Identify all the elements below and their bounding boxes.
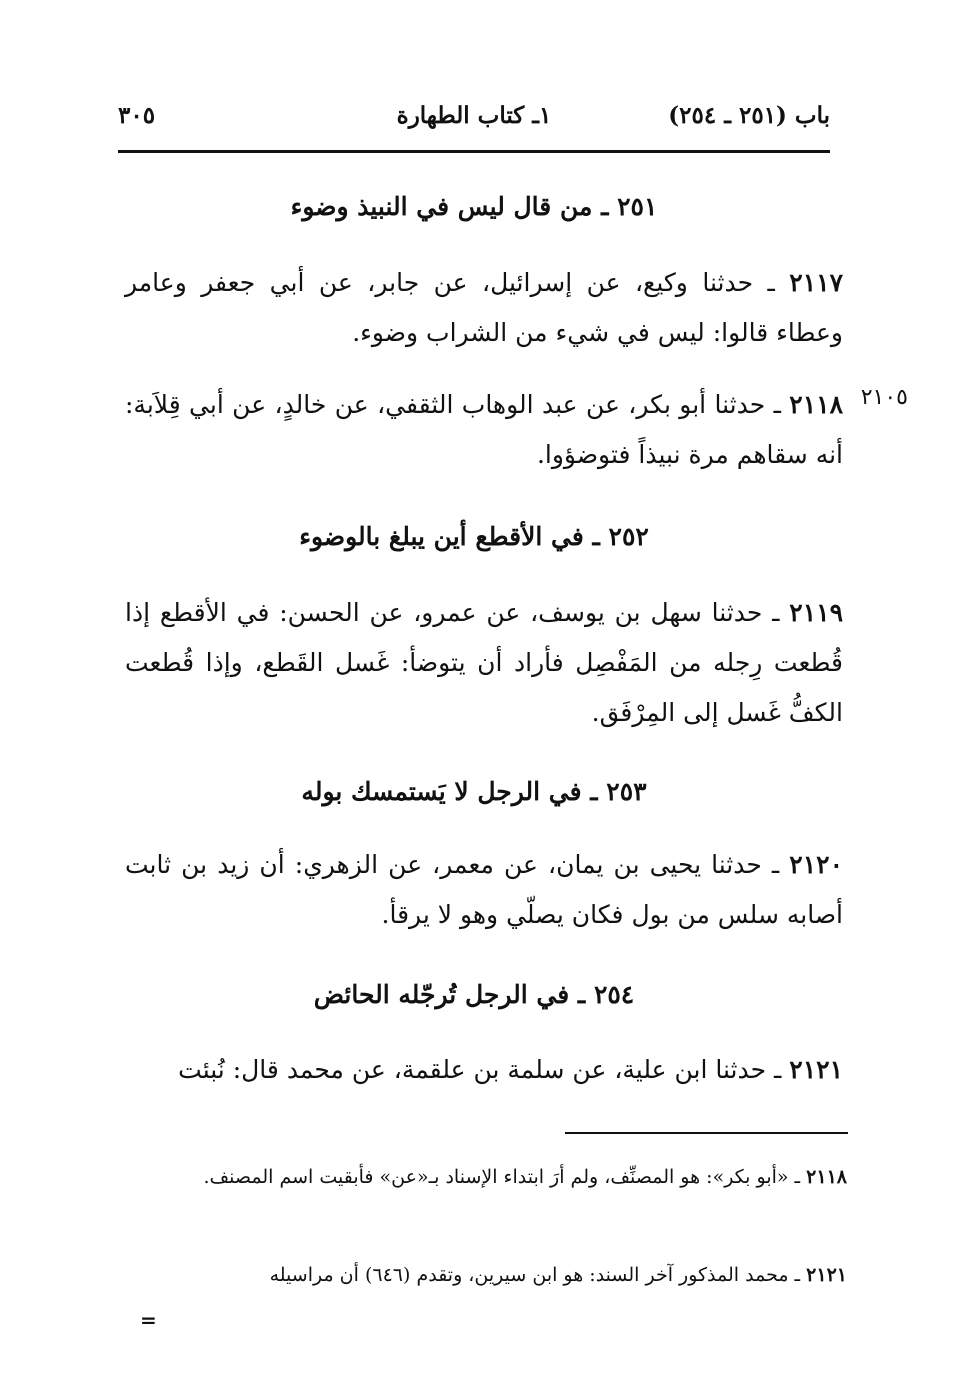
footnote-text: ـ «أبو بكر»: هو المصنِّف، ولم أرَ ابتداء الإسناد بـ«عن» فأبقيت اسم المصنف. [203, 1166, 807, 1188]
hadith-text: ـ حدثنا سهل بن يوسف، عن عمرو، عن الحسن: في الأقطع إذا قُطعت رِجله من المَفْصِل فأراد أن يتوضأ: غَسل القَطع، وإذا قُطعت الكفُّ غَسل إلى المِرْفَق. [125, 598, 843, 727]
footnote-number: ٢١٢١ [806, 1264, 847, 1286]
hadith-paragraph-2121 [125, 1045, 843, 1095]
running-header [118, 98, 830, 138]
hadith-number: ٢١١٧ [789, 268, 843, 297]
page-number: ٣٠٥ [118, 102, 156, 129]
chapter-range: باب (٢٥١ ـ ٢٥٤) [668, 102, 830, 129]
footnote-2121 [135, 1258, 847, 1292]
hadith-text: ـ حدثنا ابن علية، عن سلمة بن علقمة، عن محمد قال: نُبئت [178, 1055, 790, 1084]
hadith-number: ٢١١٩ [789, 598, 843, 627]
section-heading-251: ٢٥١ ـ من قال ليس في النبيذ وضوء [290, 192, 658, 221]
footnote-divider [565, 1132, 848, 1134]
hadith-paragraph-2117 [125, 258, 843, 358]
footnote-2118 [135, 1160, 847, 1194]
section-heading-252: ٢٥٢ ـ في الأقطع أين يبلغ بالوضوء [299, 522, 649, 551]
hadith-number: ٢١٢٠ [789, 850, 843, 879]
hadith-number: ٢١٢١ [789, 1055, 843, 1084]
section-heading-254: ٢٥٤ ـ في الرجل تُرجّله الحائض [313, 980, 635, 1009]
margin-reference: ٢١٠٥ [860, 385, 908, 410]
book-title: ١ـ كتاب الطهارة [396, 102, 552, 129]
section-heading-253: ٢٥٣ ـ في الرجل لا يَستمسك بوله [301, 777, 647, 806]
hadith-text: ـ حدثنا وكيع، عن إسرائيل، عن جابر، عن أبي جعفر وعامر وعطاء قالوا: ليس في شيء من الشراب وضوء. [125, 268, 843, 347]
footnote-text: ـ محمد المذكور آخر السند: هو ابن سيرين، وتقدم (٦٤٦) أن مراسيله [269, 1264, 807, 1286]
header-divider [118, 150, 830, 153]
hadith-text: ـ حدثنا أبو بكر، عن عبد الوهاب الثقفي، عن خالدٍ، عن أبي قِلاَبة: أنه سقاهم مرة نبيذاً فتوضؤوا. [125, 390, 843, 469]
hadith-number: ٢١١٨ [789, 390, 843, 419]
footnote-number: ٢١١٨ [806, 1166, 847, 1188]
hadith-paragraph-2119 [125, 588, 843, 738]
hadith-paragraph-2120 [125, 840, 843, 940]
continuation-mark: = [140, 1308, 157, 1332]
hadith-paragraph-2118 [125, 380, 843, 480]
hadith-text: ـ حدثنا يحيى بن يمان، عن معمر، عن الزهري: أن زيد بن ثابت أصابه سلس من بول فكان يصلّي وهو لا يرقأ. [125, 850, 843, 929]
